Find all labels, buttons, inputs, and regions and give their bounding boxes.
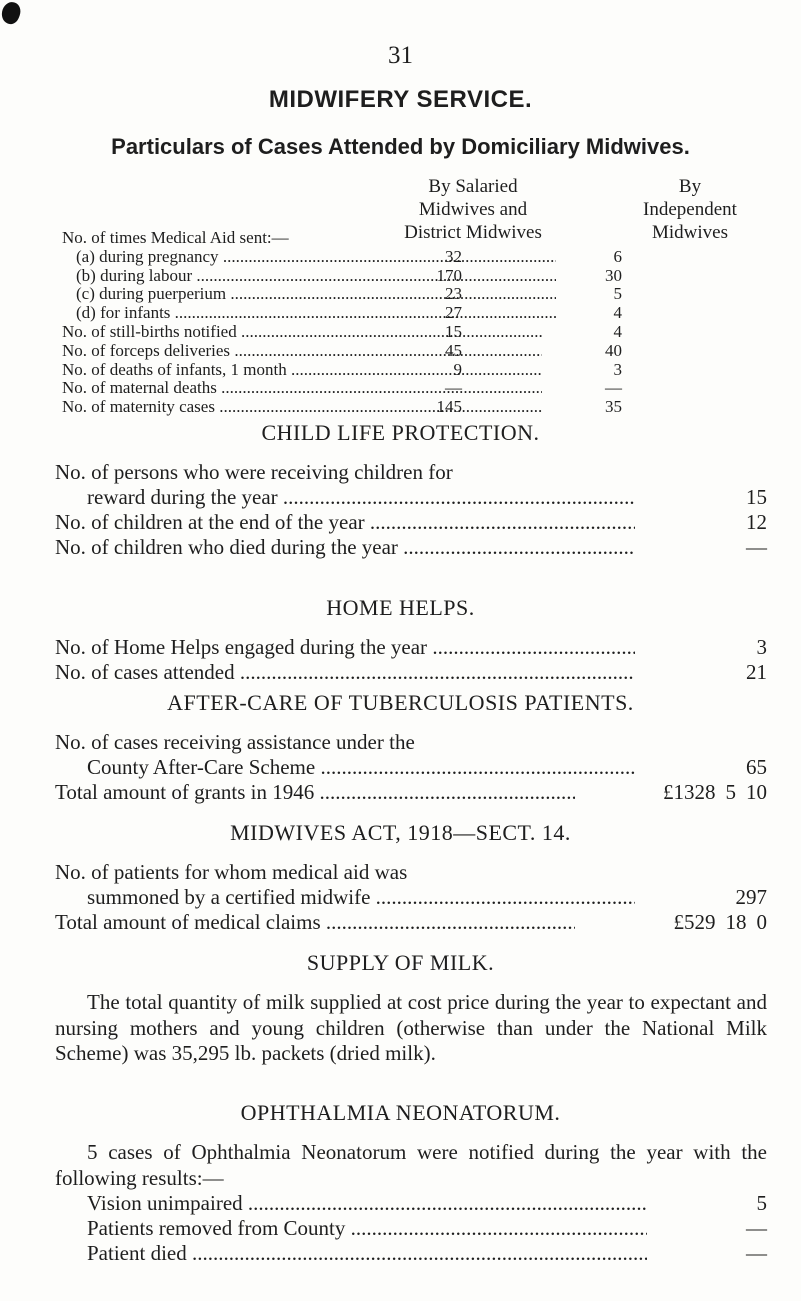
col-header-independent bbox=[590, 175, 790, 244]
after-care-value1: 65 bbox=[746, 755, 767, 779]
row-value-salaried: 9 bbox=[453, 359, 462, 379]
row-label: (c) during puerperium ..... bbox=[62, 285, 556, 304]
child-life-value1: 15 bbox=[746, 485, 767, 509]
row-value-independent: 3 bbox=[613, 359, 622, 379]
row-value-independent: 4 bbox=[613, 321, 622, 341]
row-value-salaried: 23 bbox=[445, 284, 462, 304]
child-life-value3: — bbox=[746, 535, 767, 559]
ophthalmia-line3: Patient died ..... bbox=[87, 1241, 647, 1266]
section-title-ophthalmia: OPHTHALMIA NEONATORUM. bbox=[240, 1100, 561, 1125]
row-value-salaried: 32 bbox=[445, 246, 462, 266]
midwives-act-pence: 0 bbox=[756, 910, 767, 934]
row-label: (a) during pregnancy ..... bbox=[62, 248, 556, 267]
ophthalmia-paragraph bbox=[55, 1140, 767, 1191]
ophthalmia-value3: — bbox=[746, 1241, 767, 1265]
child-life-value2: 12 bbox=[746, 510, 767, 534]
row-value-independent: 35 bbox=[605, 397, 622, 417]
midwives-act-value1: 297 bbox=[735, 885, 767, 909]
row-value-independent: 5 bbox=[613, 284, 622, 304]
after-care-line2: Total amount of grants in 1946 ..... bbox=[55, 780, 575, 805]
after-care-shillings: 5 bbox=[725, 780, 736, 804]
col-header-independent-line2: Independent bbox=[643, 199, 737, 220]
ophthalmia-results bbox=[87, 1191, 767, 1266]
section-title-after-care: AFTER-CARE OF TUBERCULOSIS PATIENTS. bbox=[167, 690, 634, 715]
row-label: No. of maternal deaths ..... bbox=[62, 379, 542, 398]
row-value-salaried: 170 bbox=[436, 265, 462, 285]
row-value-independent: 4 bbox=[613, 303, 622, 323]
ophthalmia-value2: — bbox=[746, 1216, 767, 1240]
row-value-independent: — bbox=[605, 378, 622, 398]
midwives-act-amount bbox=[674, 910, 768, 935]
row-label: No. of deaths of infants, 1 month ..... bbox=[62, 361, 542, 380]
home-helps-section bbox=[55, 635, 767, 685]
row-value-salaried: 15 bbox=[445, 321, 462, 341]
after-care-amount bbox=[663, 780, 767, 805]
midwives-act-shillings: 18 bbox=[725, 910, 747, 934]
section-title-midwives-act: MIDWIVES ACT, 1918—SECT. 14. bbox=[230, 820, 571, 845]
row-label: (b) during labour ..... bbox=[62, 267, 556, 286]
page-title: MIDWIFERY SERVICE. bbox=[268, 86, 533, 113]
home-helps-value2: 21 bbox=[746, 660, 767, 684]
section-title-child-life: CHILD LIFE PROTECTION. bbox=[261, 420, 540, 445]
row-value-independent: 6 bbox=[613, 246, 622, 266]
ophthalmia-line2: Patients removed from County ..... bbox=[87, 1216, 647, 1241]
col-header-independent-line1: By bbox=[678, 176, 702, 197]
milk-text: The total quantity of milk supplied at cost price during the year to expectant and nursing mothers and young children (otherwise than under the National Milk Scheme) was 35,295 lb. packets (dried milk). bbox=[55, 990, 767, 1065]
after-care-pounds: £1328 bbox=[663, 780, 716, 804]
row-value-salaried: 27 bbox=[445, 303, 462, 323]
row-value-independent: 40 bbox=[605, 340, 622, 360]
after-care-line1b: County After-Care Scheme ..... bbox=[87, 755, 635, 780]
home-helps-line2: No. of cases attended ..... bbox=[55, 660, 635, 685]
midwives-act-section bbox=[55, 860, 767, 935]
child-life-line1b: reward during the year ..... bbox=[87, 485, 635, 510]
row-value-independent: 30 bbox=[605, 265, 622, 285]
midwives-act-line2: Total amount of medical claims ..... bbox=[55, 910, 575, 935]
row-label: No. of times Medical Aid sent:— bbox=[62, 229, 289, 247]
home-helps-value1: 3 bbox=[756, 635, 767, 659]
child-life-line3: No. of children who died during the year ..... bbox=[55, 535, 635, 560]
row-label: No. of still-births notified ..... bbox=[62, 323, 542, 342]
child-life-line2: No. of children at the end of the year ..... bbox=[55, 510, 635, 535]
midwives-act-line1a: No. of patients for whom medical aid was bbox=[55, 860, 408, 884]
col-header-salaried-line2: Midwives and bbox=[418, 199, 528, 220]
section-title-home-helps: HOME HELPS. bbox=[326, 595, 475, 620]
row-value-salaried: 45 bbox=[445, 340, 462, 360]
col-header-independent-line3: Midwives bbox=[652, 222, 728, 243]
section-title-milk: SUPPLY OF MILK. bbox=[306, 950, 495, 975]
midwives-act-line1b: summoned by a certified midwife ..... bbox=[87, 885, 635, 910]
row-label: No. of maternity cases ..... bbox=[62, 398, 542, 417]
row-value-salaried: 145 bbox=[436, 397, 462, 417]
page-subtitle: Particulars of Cases Attended by Domiciliary Midwives. bbox=[111, 134, 690, 159]
after-care-pence: 10 bbox=[746, 780, 767, 804]
ophthalmia-value1: 5 bbox=[756, 1191, 767, 1215]
child-life-line1a: No. of persons who were receiving children for bbox=[55, 460, 453, 484]
ophthalmia-line1: Vision unimpaired ..... bbox=[87, 1191, 647, 1216]
after-care-line1a: No. of cases receiving assistance under the bbox=[55, 730, 415, 754]
after-care-section bbox=[55, 730, 767, 805]
col-header-salaried-line1: By Salaried bbox=[428, 176, 518, 197]
row-label: No. of forceps deliveries ..... bbox=[62, 342, 542, 361]
child-life-section bbox=[55, 460, 767, 560]
page-number: 31 bbox=[388, 42, 413, 69]
milk-paragraph bbox=[55, 990, 767, 1067]
row-label: (d) for infants ..... bbox=[62, 304, 556, 323]
ophthalmia-text: 5 cases of Ophthalmia Neonatorum were notified during the year with the following results:— bbox=[55, 1140, 767, 1190]
col-header-salaried-line3: District Midwives bbox=[404, 222, 542, 243]
row-value-salaried: — bbox=[445, 378, 462, 398]
midwives-act-pounds: £529 bbox=[673, 910, 716, 934]
home-helps-line1: No. of Home Helps engaged during the year ..... bbox=[55, 635, 635, 660]
ink-blot bbox=[0, 0, 23, 26]
